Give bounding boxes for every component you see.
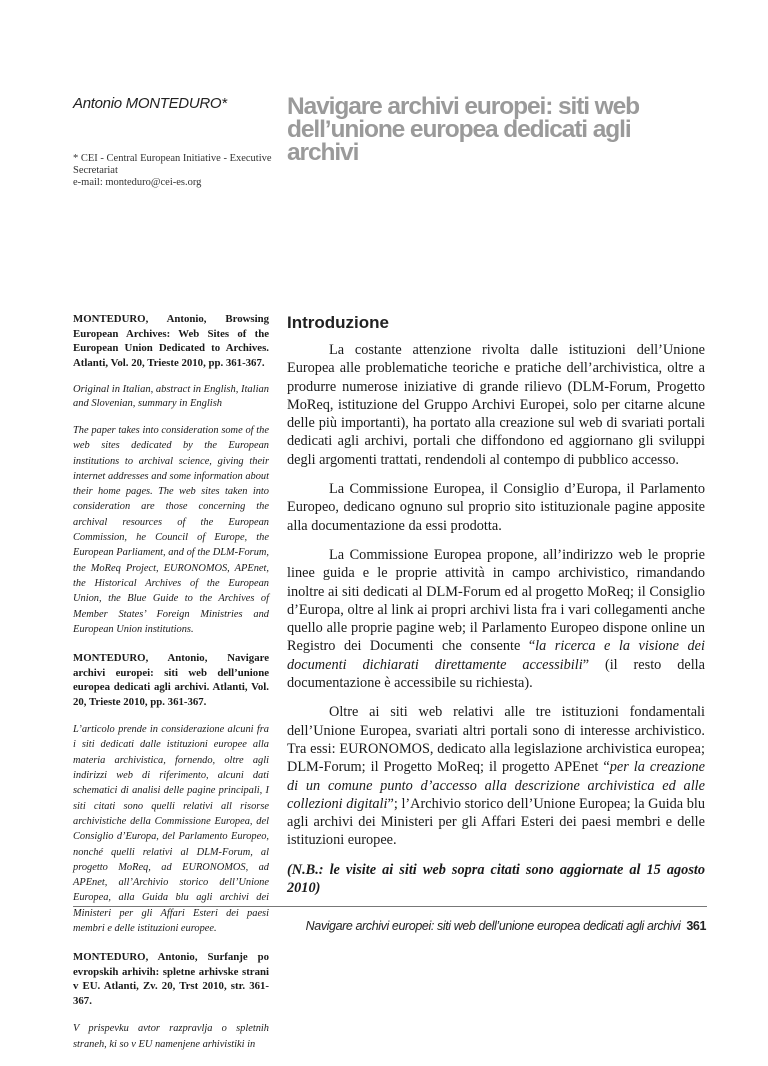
paragraph-text: ” (il resto della documentazione è accessibile su richiesta). <box>287 656 705 692</box>
running-title: Navigare archivi europei: siti web dell’unione europea dedicati agli archivi <box>305 919 681 933</box>
abstracts-column <box>73 312 269 1066</box>
abstract-slovenian-citation: MONTEDURO, Antonio, Surfanje po evropskih arhivih: spletne arhivske strani v EU. Atlanti, Zv. 20, Trst 2010, str. 361-367. <box>73 951 269 1007</box>
body-paragraph: La costante attenzione rivolta dalle istituzioni dell’Unione Europea alle problematiche teoriche e pratiche dell’archivistica, oltre a produrre numerose iniziative di grande rilievo (DLM-Forum, Progetto MoReq, istituzione del Gruppo Archivi Europei, solo per citarne alcune delle più importanti), ha portato alla creazione sul web di svariati portali dedicati agli archivi, portali che diffondono ed aggiornano gli sviluppi degli argomenti trattati, rendendoli al contempo di pubblico accesso. <box>287 342 705 468</box>
affiliation-line: Secretariat <box>73 165 118 176</box>
abstract-english-text: The paper takes into consideration some of the web sites dedicated by the European institutions to archival science, giving their internet addresses and some information about their home pages. The web sites taken into consideration are those concerning the archival resources of the European Commission, he Council of Europe, the European Parliament, and of the DLM-Forum, the MoReq Project, EURONOMOS, APEnet, the Historical Archives of the European Union, the Blue Guide to the Archives of Member States’ Foreign Ministries and European Union institutions. <box>73 425 269 635</box>
abstract-italian-citation: MONTEDURO, Antonio, Navigare archivi europei: siti web dell’unione europea dedicati agli archivi. Atlanti, Vol. 20, Trieste 2010, pp. 361-367. <box>73 652 269 708</box>
article-title: Navigare archivi europei: siti web dell’unione europea dedicati agli archivi <box>287 93 640 166</box>
affiliation-email: e-mail: monteduro@cei-es.org <box>73 177 202 188</box>
paragraph-text: La Commissione Europea propone, all’indirizzo web le proprie linee guida e le proprie attività in campo archivistico, rimandando inoltre ai siti dedicati al DLM-Forum ed al progetto MoReq; il Consiglio d’Europa, oltre al link ai propri archivi lista fra i vari collegamenti anche quello alle proprie pagine web; il Parlamento Europeo dispone online un Registro dei Documenti che consente “ <box>287 546 705 655</box>
paragraph-quote: per la creazione di un comune punto d’accesso alla descrizione archivistica ed alle collezioni digitali <box>287 759 705 812</box>
abstract-italian-text: L’articolo prende in considerazione alcuni fra i siti dedicati dalle istituzioni europee alla materia archivistica, fornendo, oltre agli indirizzi web di riferimento, alcuni dati schematici di analisi delle pagine principali, I siti citati sono quelli relativi all risorse archivistiche della Commissione Europea, del Consiglio d’Europa, del Parlamento Europeo, nonché quelli relativi al DLM-Forum, al progetto MoReq, ad EURONOMOS, ad APEnet, all’Archivio storico dell’Unione Europea, alla Guida blu agli archivi dei Ministeri per gli Affari Esteri dei paesi membri e delle istituzioni europee. <box>73 724 269 935</box>
section-heading: Introduzione <box>287 313 389 332</box>
page-footer <box>306 919 706 933</box>
abstract-english-citation: MONTEDURO, Antonio, Browsing European Archives: Web Sites of the European Union Dedicated to Archives. Atlanti, Vol. 20, Trieste 2010, pp. 361-367. <box>73 313 269 369</box>
author-affiliation <box>73 153 273 189</box>
footer-divider <box>73 906 707 907</box>
body-paragraph <box>287 546 705 692</box>
affiliation-line: * CEI - Central European Initiative - Executive <box>73 153 272 164</box>
abstract-language-note: Original in Italian, abstract in English, Italian and Slovenian, summary in English <box>73 384 270 409</box>
paragraph-text: ”; l’Archivio storico dell’Unione Europea; la Guida blu agli archivi dei Ministeri per gli Affari Esteri dei paesi membri e delle istituzioni europee. <box>287 795 705 849</box>
paragraph-text: Oltre ai siti web relativi alle tre istituzioni fondamentali dell’Unione Europea, svariati altri portali sono di interesse archivistico. Tra essi: EURONOMOS, dedicato alla legislazione archivistica europea; DLM-Forum; il Progetto MoReq; il progetto APEnet “ <box>287 704 705 776</box>
main-text-column <box>287 313 705 897</box>
paragraph-quote: la ricerca e la visione dei documenti dichiarati direttamente accessibili <box>287 638 705 673</box>
body-paragraph <box>287 703 705 849</box>
body-paragraph: La Commissione Europea, il Consiglio d’Europa, il Parlamento Europeo, dedicano ognuno sul proprio sito istituzionale pagine apposite alla documentazione da essi prodotta. <box>287 481 705 534</box>
abstract-slovenian-text: V prispevku avtor razpravlja o spletnih straneh, ki so v EU namenjene arhivistiki in <box>73 1023 269 1050</box>
page-number: 361 <box>686 919 706 933</box>
author-name: Antonio MONTEDURO* <box>73 95 227 112</box>
update-note: (N.B.: le visite ai siti web sopra citati sono aggiornate al 15 agosto 2010) <box>287 861 705 897</box>
